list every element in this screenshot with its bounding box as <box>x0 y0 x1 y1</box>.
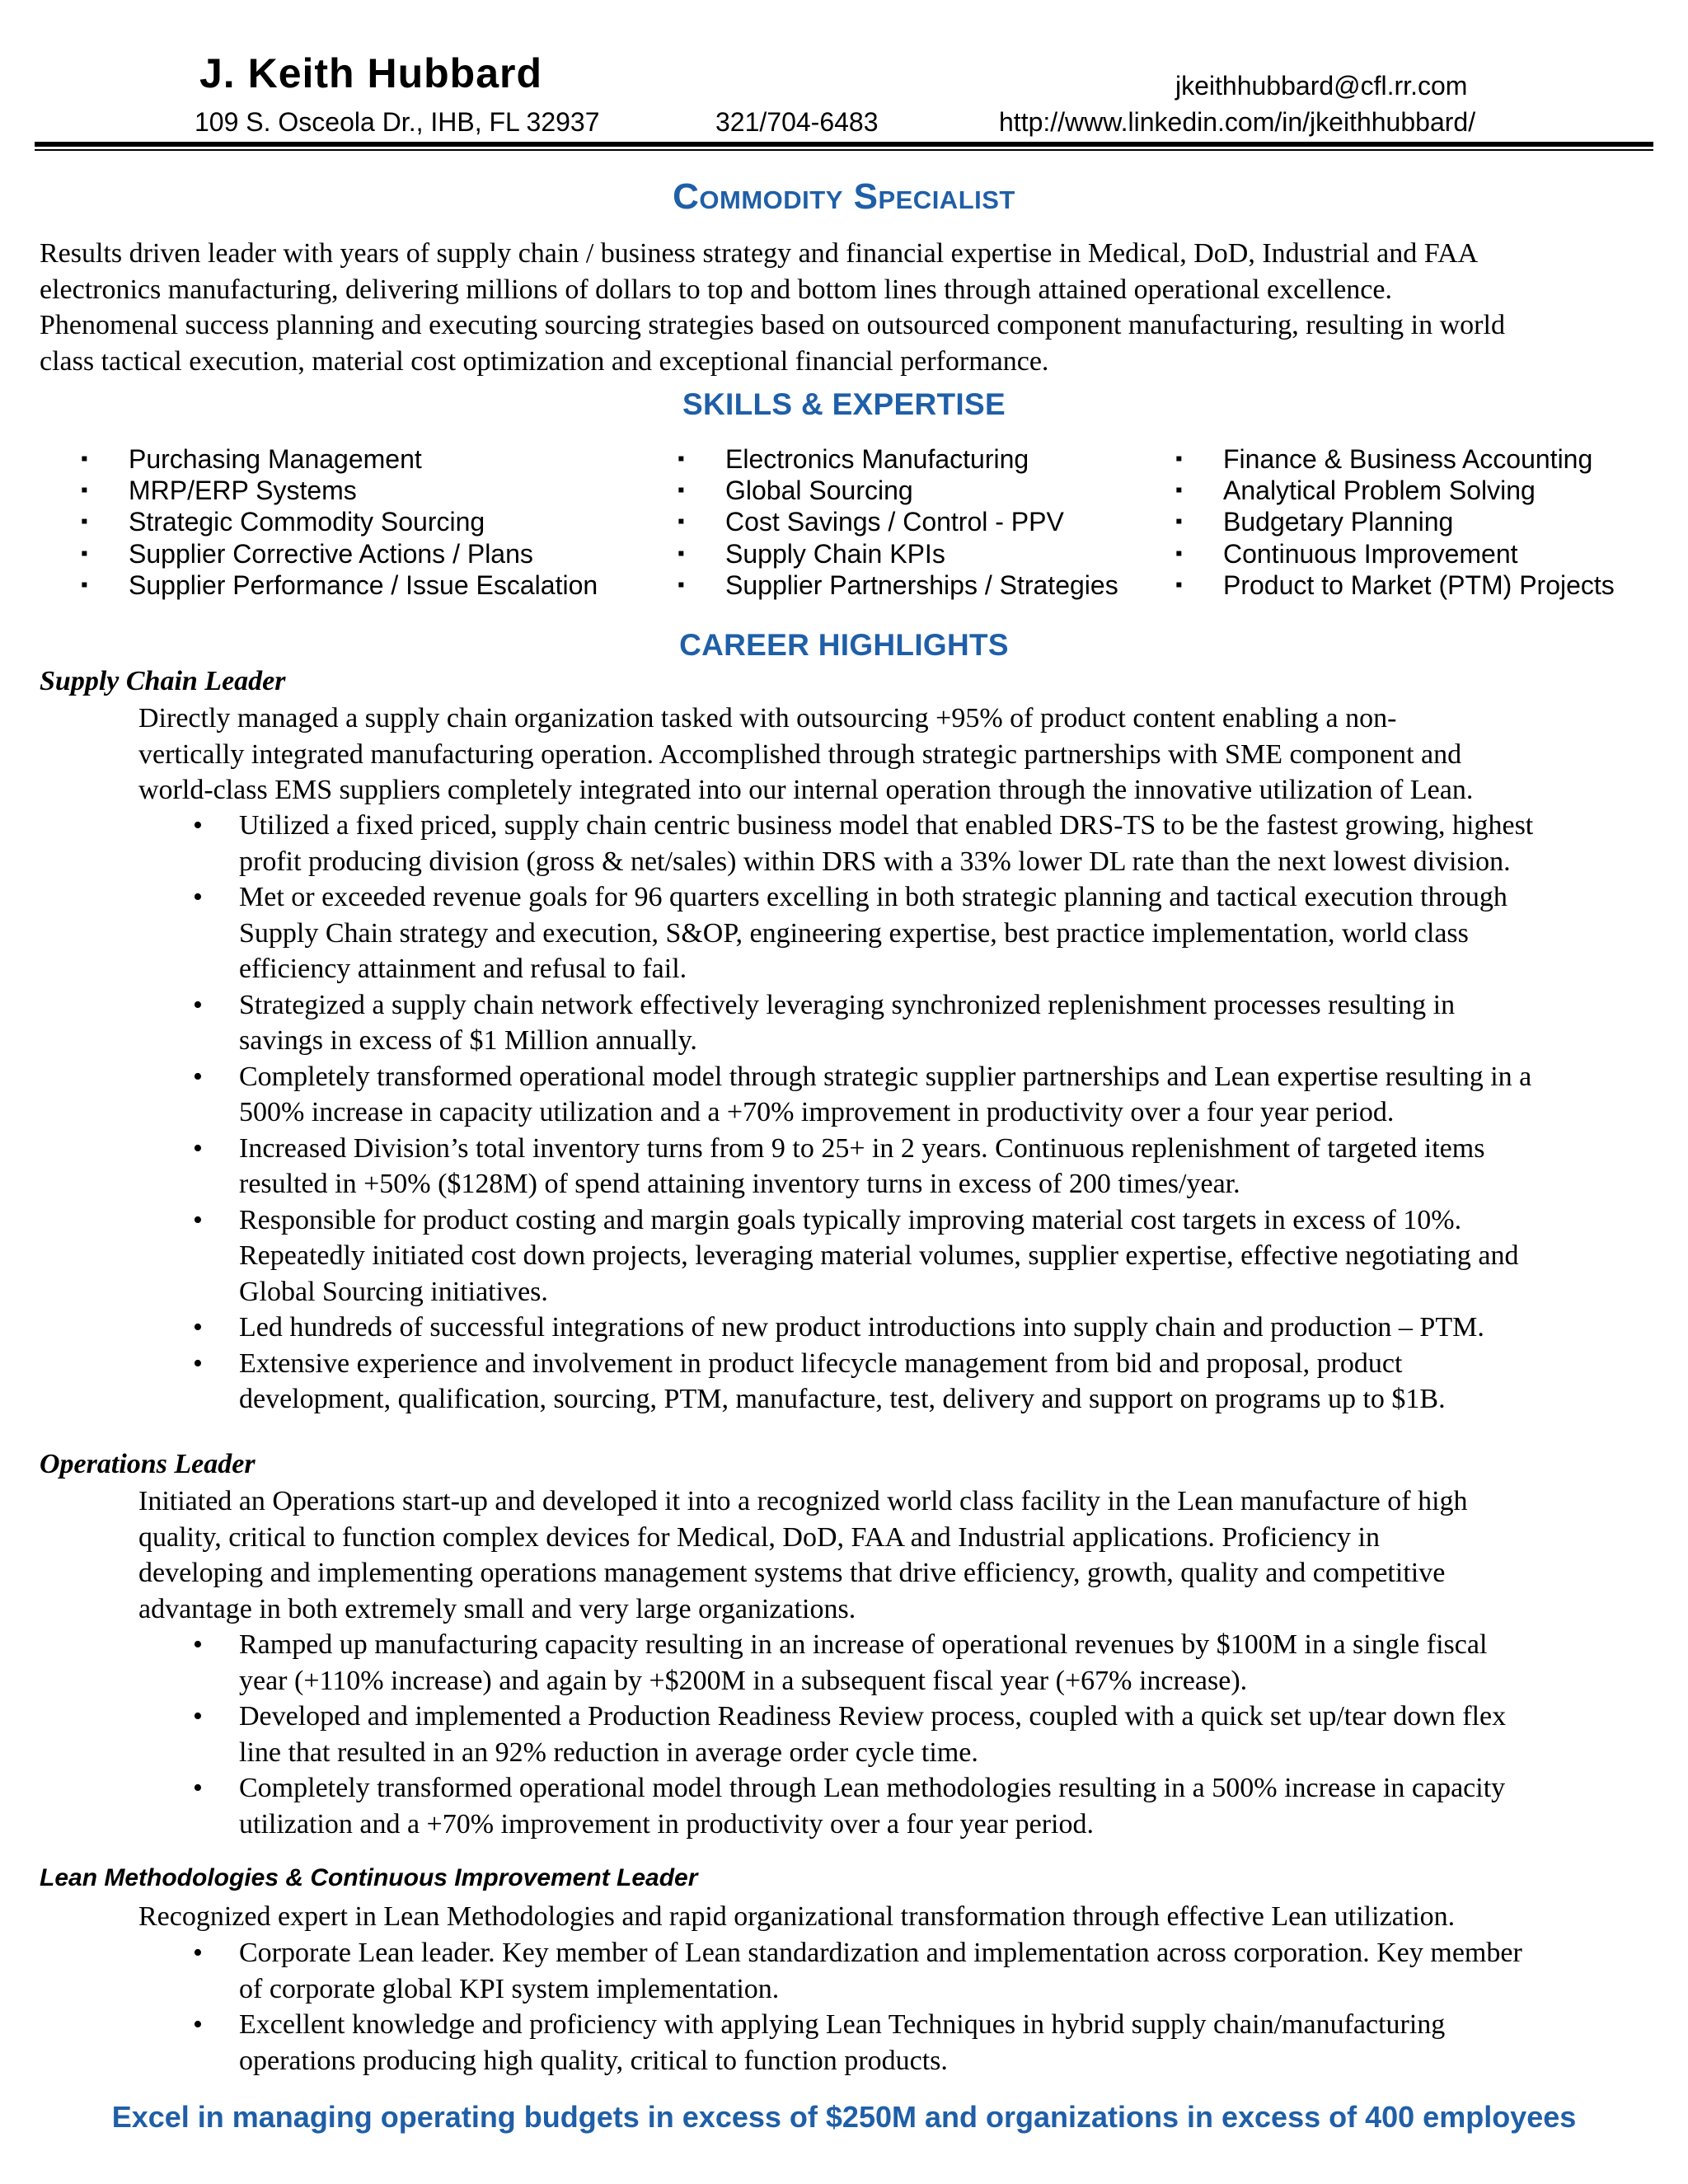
skill-item: ▪ Electronics Manufacturing <box>678 444 1029 474</box>
skill-item: ▪ Finance & Business Accounting <box>1175 444 1593 474</box>
description-line: Recognized expert in Lean Methodologies and rapid organizational transformation through effective Lean utilization. <box>138 1901 1456 1932</box>
skill-item: ▪ Purchasing Management <box>81 444 422 474</box>
square-bullet-icon: ▪ <box>81 448 88 470</box>
skill-item: ▪ Supply Chain KPIs <box>678 538 945 569</box>
candidate-name: J. Keith Hubbard <box>199 50 543 96</box>
square-bullet-icon: ▪ <box>81 510 88 533</box>
skill-item: ▪ Supplier Corrective Actions / Plans <box>81 538 533 569</box>
bullet-icon: • <box>193 1061 203 1092</box>
skill-item: ▪ Supplier Performance / Issue Escalation <box>81 569 598 600</box>
header-divider-thin <box>35 149 1653 151</box>
skill-item: ▪ Continuous Improvement <box>1175 538 1518 569</box>
list-item: • Corporate Lean leader. Key member of Lean standardization and implementation across corporation. Key member of corporate global KPI system implementation. <box>193 1935 1522 2007</box>
resume-title: Commodity Specialist <box>673 176 1015 217</box>
skill-item: ▪ Global Sourcing <box>678 476 913 506</box>
highlights-list <box>193 1627 1506 1842</box>
square-bullet-icon: ▪ <box>678 510 685 533</box>
square-bullet-icon: ▪ <box>1175 573 1183 596</box>
square-bullet-icon: ▪ <box>678 448 685 470</box>
list-item: • Met or exceeded revenue goals for 96 quarters excelling in both strategic planning and tactical execution through Supply Chain strategy and execution, S&OP, engineering expertise, best practice implementation, world class efficiency attainment and refusal to fail. <box>193 879 1533 987</box>
skill-item: ▪ MRP/ERP Systems <box>81 476 357 506</box>
highlights-list <box>193 808 1533 1418</box>
skill-item: ▪ Budgetary Planning <box>1175 507 1454 537</box>
square-bullet-icon: ▪ <box>81 541 88 565</box>
skill-item: ▪ Product to Market (PTM) Projects <box>1175 569 1615 600</box>
bullet-icon: • <box>193 1701 203 1732</box>
list-item: • Extensive experience and involvement in product lifecycle management from bid and proposal, product development, qualification, sourcing, PTM, manufacture, test, delivery and support on programs up to $1B. <box>193 1346 1533 1418</box>
description-line: Initiated an Operations start-up and developed it into a recognized world class facility in the Lean manufacture of high <box>138 1486 1468 1516</box>
role-title-lean: Lean Methodologies & Continuous Improvement Leader <box>40 1864 698 1891</box>
bullet-icon: • <box>193 1204 203 1235</box>
square-bullet-icon: ▪ <box>81 479 88 502</box>
bullet-icon: • <box>193 1773 203 1803</box>
summary-line: electronics manufacturing, delivering millions of dollars to top and bottom lines through attained operational excellence. <box>40 274 1392 305</box>
list-item: • Utilized a fixed priced, supply chain centric business model that enabled DRS-TS to be the fastest growing, highest profit producing division (gross & net/sales) within DRS with a 33% lower DL rate than the next lowest division. <box>193 808 1533 879</box>
list-item: • Increased Division’s total inventory turns from 9 to 25+ in 2 years. Continuous replenishment of targeted items resulted in +50% ($128M) of spend attaining inventory turns in excess of 200 times/year. <box>193 1131 1533 1202</box>
highlights-list <box>193 1935 1522 2079</box>
summary-paragraph <box>40 236 1505 379</box>
contact-linkedin[interactable]: http://www.linkedin.com/in/jkeithhubbard/ <box>999 107 1476 137</box>
bullet-icon: • <box>193 810 203 841</box>
square-bullet-icon: ▪ <box>1175 510 1183 533</box>
contact-phone: 321/704-6483 <box>715 107 879 137</box>
square-bullet-icon: ▪ <box>1175 479 1183 502</box>
square-bullet-icon: ▪ <box>678 541 685 565</box>
role-description <box>138 1483 1468 1627</box>
list-item: • Developed and implemented a Production Readiness Review process, coupled with a quick set up/tear down flex line that resulted in an 92% reduction in average order cycle time. <box>193 1699 1506 1770</box>
description-line: advantage in both extremely small and very large organizations. <box>138 1593 856 1624</box>
description-line: quality, critical to function complex devices for Medical, DoD, FAA and Industrial applications. Proficiency in <box>138 1521 1380 1553</box>
square-bullet-icon: ▪ <box>81 573 88 596</box>
bullet-icon: • <box>193 1347 203 1379</box>
role-description <box>138 701 1473 808</box>
bullet-icon: • <box>193 882 203 912</box>
bullet-icon: • <box>193 2009 203 2040</box>
skills-column <box>81 443 598 601</box>
bullet-icon: • <box>193 989 203 1020</box>
summary-line: Phenomenal success planning and executing sourcing strategies based on outsourced component manufacturing, resulting in world <box>40 310 1505 340</box>
list-item: • Led hundreds of successful integrations of new product introductions into supply chain and production – PTM. <box>193 1310 1533 1346</box>
skill-item: ▪ Cost Savings / Control - PPV <box>678 507 1064 537</box>
header-divider <box>35 142 1653 147</box>
description-line: developing and implementing operations management systems that drive efficiency, growth, quality and competitive <box>138 1558 1446 1588</box>
skill-item: ▪ Strategic Commodity Sourcing <box>81 507 485 537</box>
description-line: Directly managed a supply chain organization tasked with outsourcing +95% of product content enabling a non- <box>138 703 1397 733</box>
summary-line: class tactical execution, material cost optimization and exceptional financial performance. <box>40 345 1049 377</box>
skill-item: ▪ Analytical Problem Solving <box>1175 476 1536 506</box>
bullet-icon: • <box>193 1938 203 1968</box>
role-title-supply-chain: Supply Chain Leader <box>40 666 286 696</box>
skills-column <box>1175 443 1615 601</box>
description-line: world-class EMS suppliers completely integrated into our internal operation through the innovative utilization of Lean. <box>138 775 1474 805</box>
list-item: • Excellent knowledge and proficiency with applying Lean Techniques in hybrid supply chain/manufacturing operations producing high quality, critical to function products. <box>193 2007 1522 2079</box>
list-item: • Ramped up manufacturing capacity resulting in an increase of operational revenues by $100M in a single fiscal year (+110% increase) and again by +$200M in a subsequent fiscal year (+67% increase). <box>193 1627 1506 1699</box>
description-line: vertically integrated manufacturing operation. Accomplished through strategic partnerships with SME component and <box>138 738 1462 770</box>
square-bullet-icon: ▪ <box>678 573 685 596</box>
square-bullet-icon: ▪ <box>678 479 685 502</box>
list-item: • Completely transformed operational model through strategic supplier partnerships and Lean expertise resulting in a 500% increase in capacity utilization and a +70% improvement in productivity over a four year period. <box>193 1059 1533 1131</box>
list-item: • Responsible for product costing and margin goals typically improving material cost targets in excess of 10%. Repeatedly initiated cost down projects, leveraging material volumes, supplier expertise, effective negotiating and Global Sourcing initiatives. <box>193 1202 1533 1310</box>
bullet-icon: • <box>193 1629 203 1660</box>
contact-address: 109 S. Osceola Dr., IHB, FL 32937 <box>195 107 600 137</box>
bullet-icon: • <box>193 1312 203 1343</box>
bullet-icon: • <box>193 1132 203 1164</box>
skill-item: ▪ Supplier Partnerships / Strategies <box>678 569 1118 600</box>
role-title-operations: Operations Leader <box>40 1449 256 1479</box>
career-heading: CAREER HIGHLIGHTS <box>679 628 1009 662</box>
closing-statement: Excel in managing operating budgets in excess of $250M and organizations in excess of 400 employees <box>111 2100 1577 2134</box>
list-item: • Completely transformed operational model through Lean methodologies resulting in a 500% increase in capacity utilization and a +70% improvement in productivity over a four year period. <box>193 1770 1506 1842</box>
contact-email[interactable]: jkeithhubbard@cfl.rr.com <box>1175 71 1468 101</box>
summary-line: Results driven leader with years of supply chain / business strategy and financial expertise in Medical, DoD, Industrial and FAA <box>40 238 1479 269</box>
skills-heading: SKILLS & EXPERTISE <box>682 387 1006 421</box>
role-description <box>138 1899 1455 1935</box>
square-bullet-icon: ▪ <box>1175 541 1183 565</box>
skills-column <box>678 443 1118 601</box>
square-bullet-icon: ▪ <box>1175 448 1183 470</box>
list-item: • Strategized a supply chain network effectively leveraging synchronized replenishment processes resulting in savings in excess of $1 Million annually. <box>193 987 1533 1059</box>
